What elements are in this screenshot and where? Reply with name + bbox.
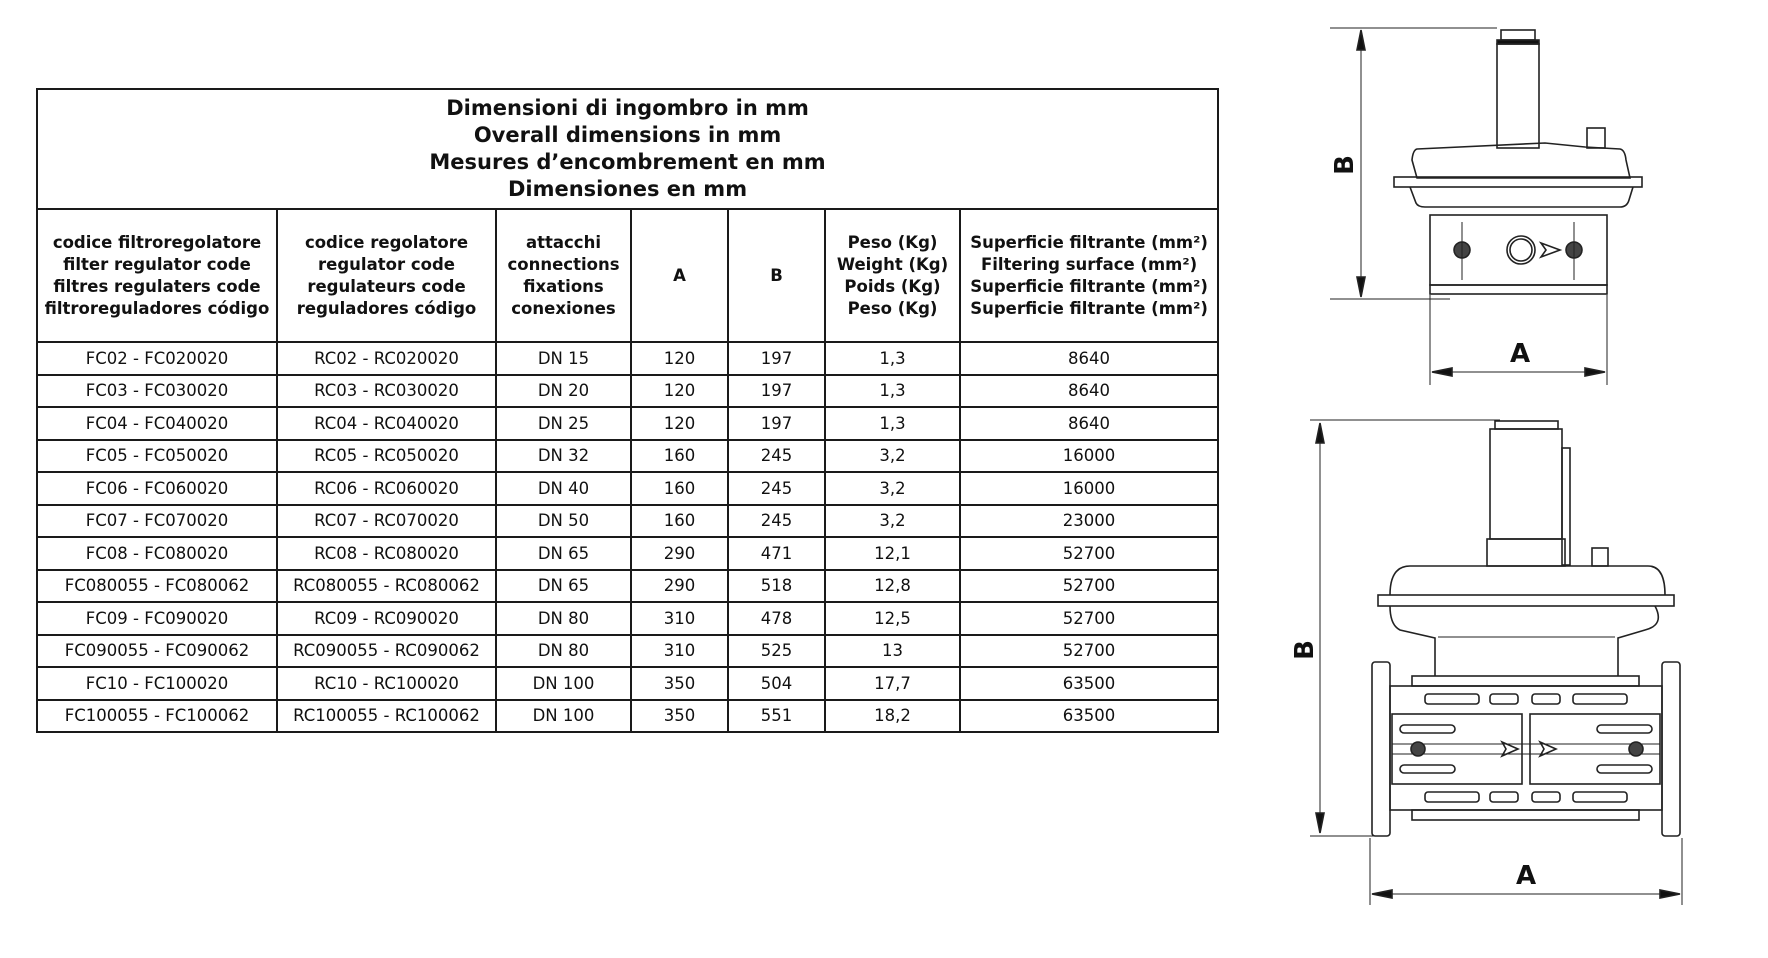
table-cell: 120 (631, 375, 728, 408)
table-cell: FC100055 - FC100062 (37, 700, 277, 733)
table-cell: 290 (631, 570, 728, 603)
valve-body (1430, 215, 1607, 285)
table-cell: 245 (728, 505, 825, 538)
table-cell: 3,2 (825, 472, 960, 505)
table-cell: DN 15 (496, 342, 631, 375)
slot (1532, 792, 1560, 802)
dome (1412, 143, 1630, 178)
column-header-line: regulator code (318, 254, 455, 274)
table-cell: 8640 (960, 342, 1218, 375)
table-cell: FC03 - FC030020 (37, 375, 277, 408)
column-header-line: Weight (Kg) (836, 254, 949, 274)
column-header-line: Peso (Kg) (847, 232, 938, 252)
table-cell: 63500 (960, 700, 1218, 733)
table-cell: 160 (631, 440, 728, 473)
column-header-line: filtres regulaters code (53, 276, 261, 296)
table-cell: 197 (728, 375, 825, 408)
table-cell: RC04 - RC040020 (277, 407, 496, 440)
table-cell: RC05 - RC050020 (277, 440, 496, 473)
table-cell: 23000 (960, 505, 1218, 538)
table-cell: DN 25 (496, 407, 631, 440)
table-cell: 350 (631, 700, 728, 733)
table-row (37, 570, 1218, 603)
large-b-label: B (1290, 640, 1320, 660)
table-cell: 8640 (960, 375, 1218, 408)
filter-panel-left (1392, 714, 1522, 784)
table-cell: 245 (728, 472, 825, 505)
small-regulator-drawing (1330, 28, 1642, 385)
slot (1573, 694, 1627, 704)
flange-left (1372, 662, 1390, 836)
table-row (37, 537, 1218, 570)
arrow-up-icon (1316, 423, 1324, 443)
slot (1400, 765, 1455, 773)
arrow-up-icon (1357, 30, 1365, 50)
table-row (37, 472, 1218, 505)
table-cell: FC04 - FC040020 (37, 407, 277, 440)
arrow-left-icon (1372, 890, 1392, 898)
flange-plate (1378, 595, 1674, 606)
table-cell: RC08 - RC080020 (277, 537, 496, 570)
dome (1390, 566, 1665, 595)
table-cell: FC080055 - FC080062 (37, 570, 277, 603)
table-cell: 197 (728, 342, 825, 375)
stem-nut (1495, 421, 1558, 429)
arrow-left-icon (1432, 368, 1452, 376)
table-row (37, 700, 1218, 733)
slot (1490, 694, 1518, 704)
table-cell: 18,2 (825, 700, 960, 733)
table-cell: FC090055 - FC090062 (37, 635, 277, 668)
table-cell: RC100055 - RC100062 (277, 700, 496, 733)
table-cell: 245 (728, 440, 825, 473)
table-cell: 1,3 (825, 407, 960, 440)
table-cell: 1,3 (825, 375, 960, 408)
flow-arrow-icon (1540, 742, 1556, 756)
table-cell: 350 (631, 667, 728, 700)
column-header-line: Superficie filtrante (mm²) (970, 298, 1208, 318)
table-cell: DN 32 (496, 440, 631, 473)
column-header-line: connections (507, 254, 620, 274)
table-cell: RC02 - RC020020 (277, 342, 496, 375)
table-cell: 290 (631, 537, 728, 570)
table-cell: FC10 - FC100020 (37, 667, 277, 700)
table-cell: DN 100 (496, 700, 631, 733)
table-row (37, 635, 1218, 668)
table-cell: 52700 (960, 537, 1218, 570)
table-cell: RC06 - RC060020 (277, 472, 496, 505)
table-cell: 52700 (960, 602, 1218, 635)
table-cell: 120 (631, 342, 728, 375)
table-cell: 551 (728, 700, 825, 733)
table-cell: 16000 (960, 440, 1218, 473)
table-cell: RC090055 - RC090062 (277, 635, 496, 668)
table-cell: 12,1 (825, 537, 960, 570)
table-cell: DN 80 (496, 635, 631, 668)
large-regulator-drawing (1290, 420, 1682, 905)
column-header (825, 209, 960, 342)
table-cell: 518 (728, 570, 825, 603)
title-spanish: Dimensiones en mm (507, 177, 748, 201)
stem-base (1487, 539, 1565, 566)
column-header-line: filtroreguladores código (44, 298, 270, 318)
table-cell: RC10 - RC100020 (277, 667, 496, 700)
screw-right (1566, 242, 1582, 258)
title-french: Mesures d’encombrement en mm (429, 150, 826, 174)
arrow-right-icon (1660, 890, 1680, 898)
arrow-down-icon (1357, 277, 1365, 297)
column-header-line: fixations (523, 276, 604, 296)
screw-right (1629, 742, 1643, 756)
column-header-line: Peso (Kg) (847, 298, 938, 318)
table-cell: 160 (631, 505, 728, 538)
column-header-row (37, 209, 1218, 342)
flow-arrow-icon (1502, 742, 1518, 756)
table-cell: 478 (728, 602, 825, 635)
column-header-line: codice regolatore (304, 232, 469, 252)
table-row (37, 667, 1218, 700)
flange-right (1662, 662, 1680, 836)
screw-left (1454, 242, 1470, 258)
column-header-line: filter regulator code (63, 254, 251, 274)
slot (1425, 694, 1479, 704)
table-row (37, 342, 1218, 375)
table-cell: 471 (728, 537, 825, 570)
dome-lower (1410, 187, 1633, 207)
slot (1425, 792, 1479, 802)
flow-arrow-icon (1541, 243, 1560, 257)
port-inner (1510, 239, 1532, 261)
table-row (37, 440, 1218, 473)
table-cell: 3,2 (825, 505, 960, 538)
table-cell: 310 (631, 602, 728, 635)
large-a-label: A (1515, 861, 1537, 891)
table-cell: FC05 - FC050020 (37, 440, 277, 473)
slot (1597, 765, 1652, 773)
table-title-row (37, 89, 1218, 209)
table-cell: RC080055 - RC080062 (277, 570, 496, 603)
table-cell: 8640 (960, 407, 1218, 440)
fitting (1587, 128, 1605, 148)
table-cell: FC02 - FC020020 (37, 342, 277, 375)
table-cell: 63500 (960, 667, 1218, 700)
table-cell: 120 (631, 407, 728, 440)
base-plate (1430, 285, 1607, 294)
table-cell: 12,8 (825, 570, 960, 603)
slot (1597, 725, 1652, 733)
column-header (277, 209, 496, 342)
table-cell: DN 65 (496, 537, 631, 570)
table-cell: FC06 - FC060020 (37, 472, 277, 505)
stem (1497, 44, 1539, 148)
table-cell: 17,7 (825, 667, 960, 700)
column-header-line: reguladores código (296, 298, 477, 318)
filter-panel-right (1530, 714, 1660, 784)
table-row (37, 602, 1218, 635)
stem (1490, 429, 1562, 539)
body-top (1412, 676, 1639, 686)
column-header (631, 209, 728, 342)
table-body (37, 342, 1218, 732)
column-header-line: Poids (Kg) (844, 276, 941, 296)
flange-plate (1394, 177, 1642, 187)
table-cell: 3,2 (825, 440, 960, 473)
table-row (37, 375, 1218, 408)
column-header-line: regulateurs code (307, 276, 466, 296)
small-b-label: B (1330, 155, 1360, 175)
column-header-line: Filtering surface (mm²) (980, 254, 1198, 274)
table-title (37, 89, 1218, 209)
dome-neck (1390, 606, 1658, 676)
table-cell: 16000 (960, 472, 1218, 505)
table-cell: FC09 - FC090020 (37, 602, 277, 635)
stem-nut (1501, 30, 1535, 40)
table-cell: 1,3 (825, 342, 960, 375)
body-bottom (1412, 810, 1639, 820)
column-header-line: conexiones (511, 298, 616, 318)
table-cell: DN 40 (496, 472, 631, 505)
port-circle (1507, 236, 1535, 264)
slot (1400, 725, 1455, 733)
column-header (37, 209, 277, 342)
fitting (1592, 548, 1608, 566)
table-cell: DN 65 (496, 570, 631, 603)
dimensions-table (36, 88, 1219, 733)
slot (1573, 792, 1627, 802)
small-a-label: A (1509, 339, 1531, 369)
table-cell: DN 50 (496, 505, 631, 538)
stem-ring (1497, 40, 1539, 44)
table-row (37, 505, 1218, 538)
stem-side (1562, 448, 1570, 565)
table-cell: DN 80 (496, 602, 631, 635)
table-row (37, 407, 1218, 440)
table-cell: RC09 - RC090020 (277, 602, 496, 635)
table-cell: 13 (825, 635, 960, 668)
table-cell: 52700 (960, 570, 1218, 603)
table-cell: 310 (631, 635, 728, 668)
table-cell: 52700 (960, 635, 1218, 668)
table-cell: FC08 - FC080020 (37, 537, 277, 570)
table-cell: 160 (631, 472, 728, 505)
arrow-right-icon (1585, 368, 1605, 376)
title-english: Overall dimensions in mm (473, 123, 782, 147)
screw-left (1411, 742, 1425, 756)
column-header (728, 209, 825, 342)
table-cell: DN 20 (496, 375, 631, 408)
arrow-down-icon (1316, 813, 1324, 833)
column-header-line: Superficie filtrante (mm²) (970, 276, 1208, 296)
table-cell: 504 (728, 667, 825, 700)
valve-body (1390, 686, 1662, 810)
column-header-line: A (673, 265, 686, 285)
table-cell: DN 100 (496, 667, 631, 700)
slot (1490, 792, 1518, 802)
table-cell: 197 (728, 407, 825, 440)
table-cell: 12,5 (825, 602, 960, 635)
column-header (960, 209, 1218, 342)
title-italian: Dimensioni di ingombro in mm (446, 96, 809, 120)
column-header (496, 209, 631, 342)
table-cell: RC07 - RC070020 (277, 505, 496, 538)
column-header-line: codice filtroregolatore (52, 232, 262, 252)
table-cell: 525 (728, 635, 825, 668)
column-header-line: Superficie filtrante (mm²) (970, 232, 1208, 252)
table-cell: RC03 - RC030020 (277, 375, 496, 408)
column-header-line: attacchi (525, 232, 601, 252)
slot (1532, 694, 1560, 704)
table-cell: FC07 - FC070020 (37, 505, 277, 538)
column-header-line: B (770, 265, 783, 285)
